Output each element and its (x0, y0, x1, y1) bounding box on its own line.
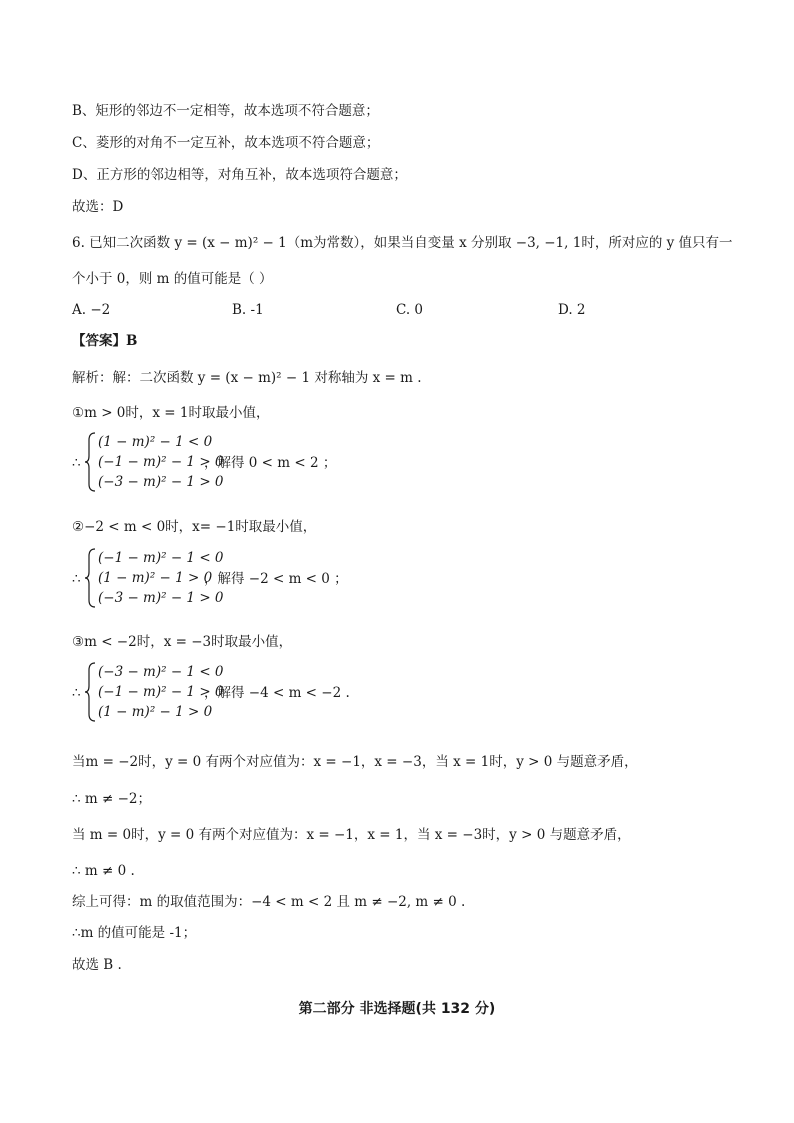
question-6-stem-line1: 6. 已知二次函数 y = (x − m)² − 1（m为常数），如果当自变量 x 分别取 −3, −1, 1时，所对应的 y 值只有一 (72, 235, 733, 251)
option-a: A. −2 (72, 302, 111, 318)
left-brace-icon (85, 432, 97, 492)
case-3-inequality: (−1 − m)² − 1 > 0 (98, 684, 224, 700)
range-summary: 综上可得：m 的取值范围为：−4 < m < 2 且 m ≠ −2, m ≠ 0 . (72, 894, 466, 910)
case-1-inequality: (1 − m)² − 1 < 0 (98, 434, 213, 450)
section-title: 第二部分 非选择题(共 132 分) (298, 1001, 496, 1017)
final-answer: 故选 B . (72, 957, 122, 973)
therefore-symbol: ∴ (72, 571, 81, 587)
case-3-heading: ③m < −2时，x = −3时取最小值， (72, 634, 293, 650)
case-3-inequality: (1 − m)² − 1 > 0 (98, 704, 213, 720)
left-brace-icon (85, 662, 97, 722)
left-brace-icon (85, 548, 97, 608)
check-m-zero: 当 m = 0时，y = 0 有两个对应值为：x = −1，x = 1，当 x = −3时，y > 0 与题意矛盾， (72, 827, 631, 843)
option-c-explanation: C、菱形的对角不一定互补，故本选项不符合题意； (72, 135, 380, 151)
therefore-symbol: ∴ (72, 685, 81, 701)
case-2-heading: ②−2 < m < 0时，x= −1时取最小值， (72, 519, 317, 535)
question-6-stem-line2: 个小于 0，则 m 的值可能是（ ） (72, 271, 273, 287)
check-m-minus-2: 当m = −2时，y = 0 有两个对应值为：x = −1，x = −3，当 x = 1时，y > 0 与题意矛盾， (72, 754, 638, 770)
case-2-inequality: (−3 − m)² − 1 > 0 (98, 590, 224, 606)
answer-label: 【答案】B (72, 333, 138, 349)
case-1-heading: ①m > 0时，x = 1时取最小值， (72, 405, 270, 421)
option-d-explanation: D、正方形的邻边相等，对角互补，故本选项符合题意； (72, 167, 407, 183)
case-2-result: ，解得 −2 < m < 0 ； (204, 571, 348, 587)
option-c: C. 0 (396, 302, 424, 318)
analysis-intro: 解析：解：二次函数 y = (x − m)² − 1 对称轴为 x = m . (72, 370, 422, 386)
case-3-inequality: (−3 − m)² − 1 < 0 (98, 664, 224, 680)
case-1-inequality: (−1 − m)² − 1 > 0 (98, 454, 224, 470)
case-1-result: ，解得 0 < m < 2 ； (204, 455, 337, 471)
possible-value: ∴m 的值可能是 -1； (72, 925, 197, 941)
exclude-m-minus-2: ∴ m ≠ −2； (72, 791, 151, 807)
case-2-inequality: (1 − m)² − 1 > 0 (98, 570, 213, 586)
case-2-inequality: (−1 − m)² − 1 < 0 (98, 550, 224, 566)
case-3-result: ，解得 −4 < m < −2 . (204, 685, 350, 701)
exclude-m-zero: ∴ m ≠ 0 . (72, 863, 135, 879)
previous-answer: 故选：D (72, 199, 124, 215)
case-1-inequality: (−3 − m)² − 1 > 0 (98, 474, 224, 490)
therefore-symbol: ∴ (72, 455, 81, 471)
option-d: D. 2 (558, 302, 586, 318)
option-b: B. -1 (232, 302, 264, 318)
option-b-explanation: B、矩形的邻边不一定相等，故本选项不符合题意； (72, 103, 379, 119)
